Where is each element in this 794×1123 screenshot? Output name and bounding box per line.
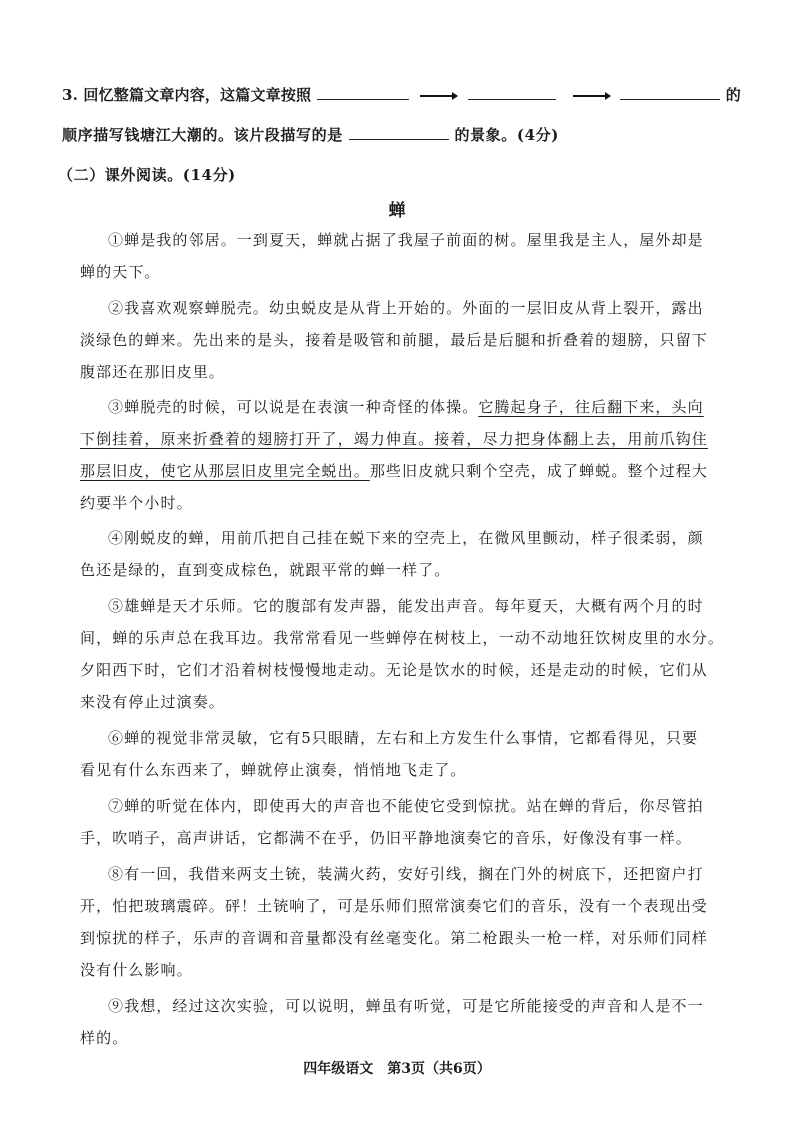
paragraph-text: ③蝉脱壳的时候，可以说是在表演一种奇怪的体操。 <box>108 398 479 416</box>
paragraph-line: 开，怕把玻璃震碎。砰！土铳响了，可是乐师们照常演奏它们的音乐，没有一个表现出受 <box>80 897 708 915</box>
paragraph-line: 手，吹哨子，高声讲话，它都满不在乎，仍旧平静地演奏它的音乐，好像没有事一样。 <box>80 829 692 847</box>
page-footer: 四年级语文 第3页（共6页） <box>303 1061 491 1077</box>
answer-blank-3[interactable] <box>620 85 720 100</box>
paragraph-line: ④刚蜕皮的蝉，用前爪把自己挂在蜕下来的空壳上，在微风里颤动，样子很柔弱，颜 <box>108 529 704 547</box>
paragraph-line: 色还是绿的，直到变成棕色，就跟平常的蝉一样了。 <box>80 561 451 579</box>
underlined-text: 那层旧皮，使它从那层旧皮里完全蜕出。 <box>80 462 370 480</box>
paragraph-line: ①蝉是我的邻居。一到夏天，蝉就占据了我屋子前面的树。屋里我是主人，屋外却是 <box>108 231 704 249</box>
paragraph-line: 看见有什么东西来了，蝉就停止演奏，悄悄地飞走了。 <box>80 761 467 779</box>
question-3-prompt: 3. 回忆整篇文章内容，这篇文章按照 <box>62 86 312 104</box>
article-title: 蝉 <box>388 201 406 221</box>
question-3-line-2-prompt: 顺序描写钱塘江大潮的。该片段描写的是 <box>62 126 343 144</box>
paragraph-line: 腹部还在那旧皮里。 <box>80 363 225 381</box>
paragraph-line: 到惊扰的样子，乐声的音调和音量都没有丝毫变化。第二枪跟头一枪一样，对乐师们同样 <box>80 929 708 947</box>
paragraph-line: ⑨我想，经过这次实验，可以说明，蝉虽有听觉，可是它所能接受的声音和人是不一 <box>108 997 704 1015</box>
section-heading: （二）课外阅读。(14分) <box>58 166 236 184</box>
question-3-line-2-suffix: 的景象。(4分) <box>454 126 559 144</box>
paragraph-line: 来没有停止过演奏。 <box>80 693 225 711</box>
paragraph-line: ⑤雄蝉是天才乐师。它的腹部有发声器，能发出声音。每年夏天，大概有两个月的时 <box>108 597 704 615</box>
paragraph-line <box>108 396 704 417</box>
underlined-text: 它腾起身子，往后翻下来，头向 <box>478 398 704 416</box>
paragraph-text: 那些旧皮就只剩个空壳，成了蝉蜕。整个过程大 <box>369 462 708 480</box>
paragraph-line: ⑦蝉的听觉在体内，即使再大的声音也不能使它受到惊扰。站在蝉的背后，你尽管拍 <box>108 797 704 815</box>
question-3-suffix: 的 <box>725 86 741 104</box>
paragraph-line: 夕阳西下时，它们才沿着树枝慢慢地走动。无论是饮水的时候，还是走动的时候，它们从 <box>80 661 708 679</box>
answer-blank-1[interactable] <box>317 85 409 100</box>
paragraph-line: 间，蝉的乐声总在我耳边。我常常看见一些蝉停在树枝上，一动不动地狂饮树皮里的水分。 <box>80 629 725 647</box>
question-3-line-2 <box>62 124 559 145</box>
paragraph-line: ⑧有一回，我借来两支土铳，装满火药，安好引线，搁在门外的树底下，还把窗户打 <box>108 865 704 883</box>
question-3-line-1 <box>62 84 741 105</box>
paragraph-line: ②我喜欢观察蝉脱壳。幼虫蜕皮是从背上开始的。外面的一层旧皮从背上裂开，露出 <box>108 299 704 317</box>
underlined-line: 下倒挂着，原来折叠着的翅膀打开了，竭力伸直。接着，尽力把身体翻上去，用前爪钩住 <box>80 430 708 448</box>
paragraph-line <box>80 460 708 481</box>
arrow-icon <box>571 90 611 102</box>
answer-blank-2[interactable] <box>468 85 556 100</box>
paragraph-line: 样的。 <box>80 1029 129 1047</box>
paragraph-line: 蝉的天下。 <box>80 263 161 281</box>
paragraph-line: 淡绿色的蝉来。先出来的是头，接着是吸管和前腿，最后是后腿和折叠着的翅膀，只留下 <box>80 331 708 349</box>
paragraph-line: ⑥蝉的视觉非常灵敏，它有5只眼睛，左右和上方发生什么事情，它都看得见，只要 <box>108 729 699 747</box>
paragraph-line: 约要半个小时。 <box>80 494 193 512</box>
answer-blank-4[interactable] <box>349 125 449 140</box>
paragraph-line: 没有什么影响。 <box>80 961 193 979</box>
arrow-icon <box>418 90 458 102</box>
